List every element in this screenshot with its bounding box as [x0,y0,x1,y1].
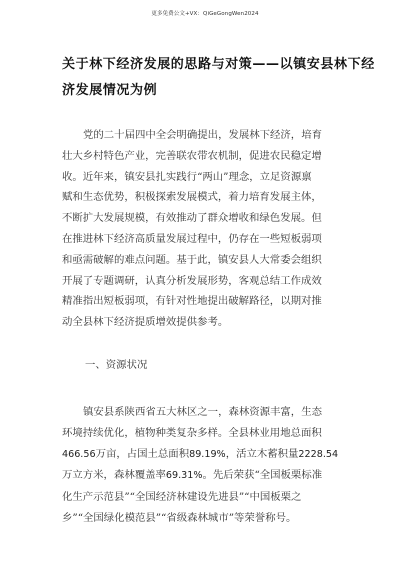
resources-line: 化生产示范县”“全国经济林建设先进县”“中国板栗之 [62,491,302,504]
resources-line [62,444,350,466]
resources-paragraph [62,402,350,529]
intro-line: 不断扩大发展规模，有效推动了群众增收和绿色发展。但 [62,212,322,225]
intro-line: 精准指出短板弱项，有针对性地提出破解路径，以期对推 [62,295,322,308]
forest-coverage-value: 69.31% [165,470,203,482]
resources-text: 万亩，占国土总面积 [95,447,190,460]
intro-line: 赋和生态优势，积极探索发展模式，着力培育发展主体， [62,191,322,204]
resources-line [62,465,350,487]
title-line-1: 关于林下经济发展的思路与对策——以镇安县林下经 [62,57,375,72]
resources-line: 乡”“全国绿化模范县”“省级森林城市”等荣誉称号。 [62,511,297,524]
intro-line: 开展了专题调研，认真分析发展形势，客观总结工作成效 [62,274,322,287]
title-line-2: 济发展情况为例 [62,83,158,98]
forest-land-area-value: 466.56 [62,448,96,460]
intro-line: 和亟需破解的难点问题。基于此，镇安县人大常委会组织 [62,253,322,266]
intro-line: 动全县林下经济提质增效提供参考。 [62,316,229,329]
resources-text: 。先后荣获“全国板栗标准 [202,469,323,482]
resources-line: 环境持续优化，植物种类复杂多样。全县林业用地总面积 [62,426,322,439]
intro-line: 党的二十届四中全会明确提出，发展林下经济，培育 [83,129,322,141]
intro-line: 收。近年来，镇安县扎实践行“两山”理念，立足资源禀 [62,170,312,183]
intro-line: 在推进林下经济高质量发展过程中，仍存在一些短板弱项 [62,232,322,245]
header-note: 更多免费公文+VX：QiGeGongWen2024 [151,11,259,17]
standing-timber-value: 2228.54 [298,448,339,460]
intro-paragraph [62,125,350,333]
section-heading: 一、资源状况 [85,359,148,371]
document-title [62,52,375,104]
intro-line: 壮大乡村特色产业，完善联农带农机制，促进农民稳定增 [62,149,322,162]
resources-text: ，活立木蓄积量 [225,447,299,460]
resources-text: 万立方米，森林覆盖率 [62,469,166,482]
forest-land-ratio-value: 89.19% [189,448,226,460]
resources-line: 镇安县系陕西省五大林区之一，森林资源丰富，生态 [83,406,322,418]
